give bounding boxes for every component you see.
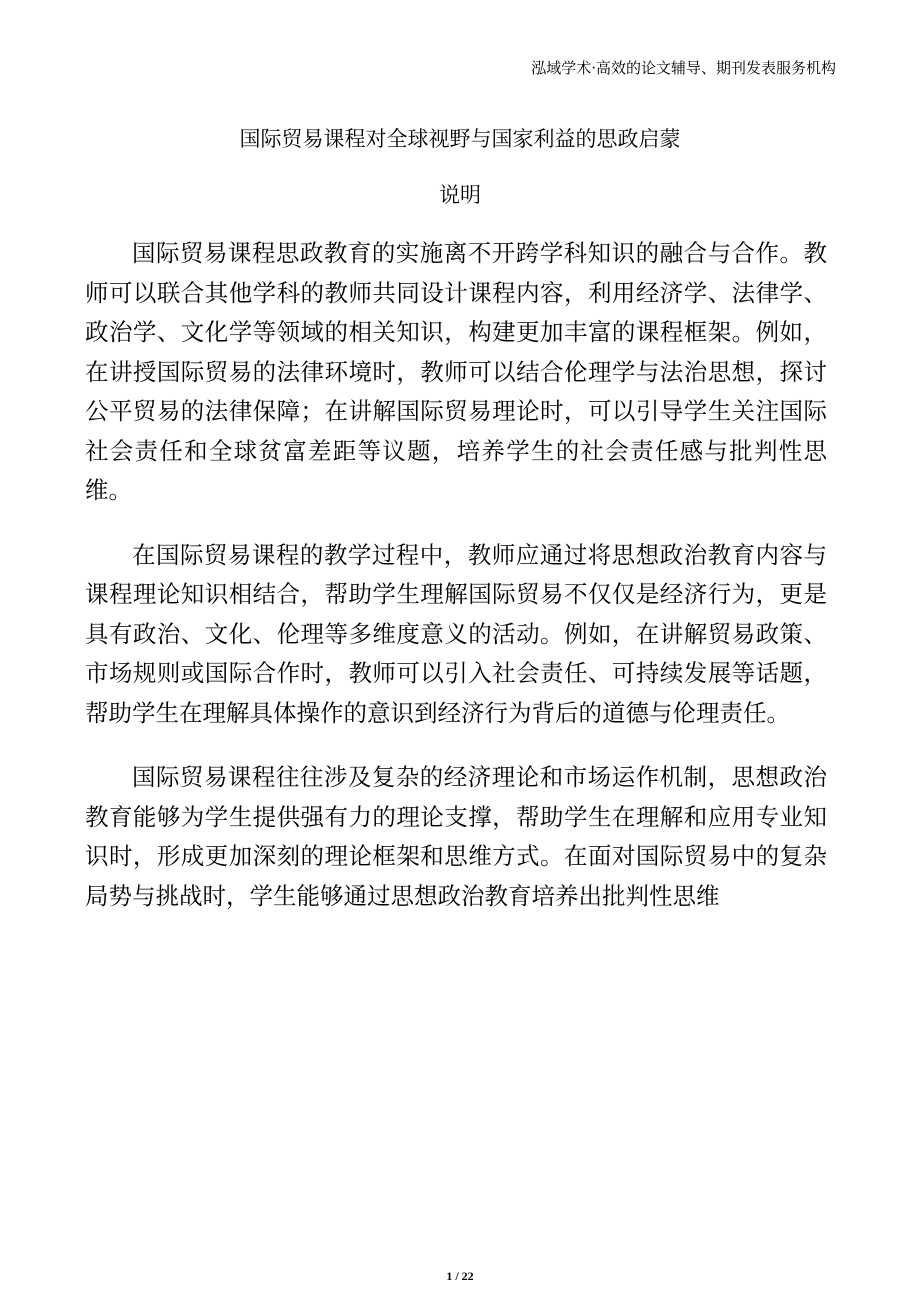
document-body [85,234,827,941]
paragraph-3: 国际贸易课程往往涉及复杂的经济理论和市场运作机制，思想政治教育能够为学生提供强有力的理论支撑，帮助学生在理解和应用专业知识时，形成更加深刻的理论框架和思维方式。在面对国际贸易中的复杂局势与挑战时，学生能够通过思想政治教育培养出批判性思维 [85,763,827,910]
paragraph-1: 国际贸易课程思政教育的实施离不开跨学科知识的融合与合作。教师可以联合其他学科的教师共同设计课程内容，利用经济学、法律学、政治学、文化学等领域的相关知识，构建更加丰富的课程框架。例如，在讲授国际贸易的法律环境时，教师可以结合伦理学与法治思想，探讨公平贸易的法律保障；在讲解国际贸易理论时，可以引导学生关注国际社会责任和全球贫富差距等议题，培养学生的社会责任感与批判性思维。 [85,239,827,504]
header-tagline: 泓域学术·高效的论文辅导、期刊发表服务机构 [531,59,836,77]
document-subtitle: 说明 [439,183,481,207]
page-number: 1 / 22 [446,1269,474,1283]
paragraph-2: 在国际贸易课程的教学过程中，教师应通过将思想政治教育内容与课程理论知识相结合，帮助学生理解国际贸易不仅仅是经济行为，更是具有政治、文化、伦理等多维度意义的活动。例如，在讲解贸易政策、市场规则或国际合作时，教师可以引入社会责任、可持续发展等话题，帮助学生在理解具体操作的意识到经济行为背后的道德与伦理责任。 [85,540,827,727]
document-title: 国际贸易课程对全球视野与国家利益的思政启蒙 [239,127,681,151]
